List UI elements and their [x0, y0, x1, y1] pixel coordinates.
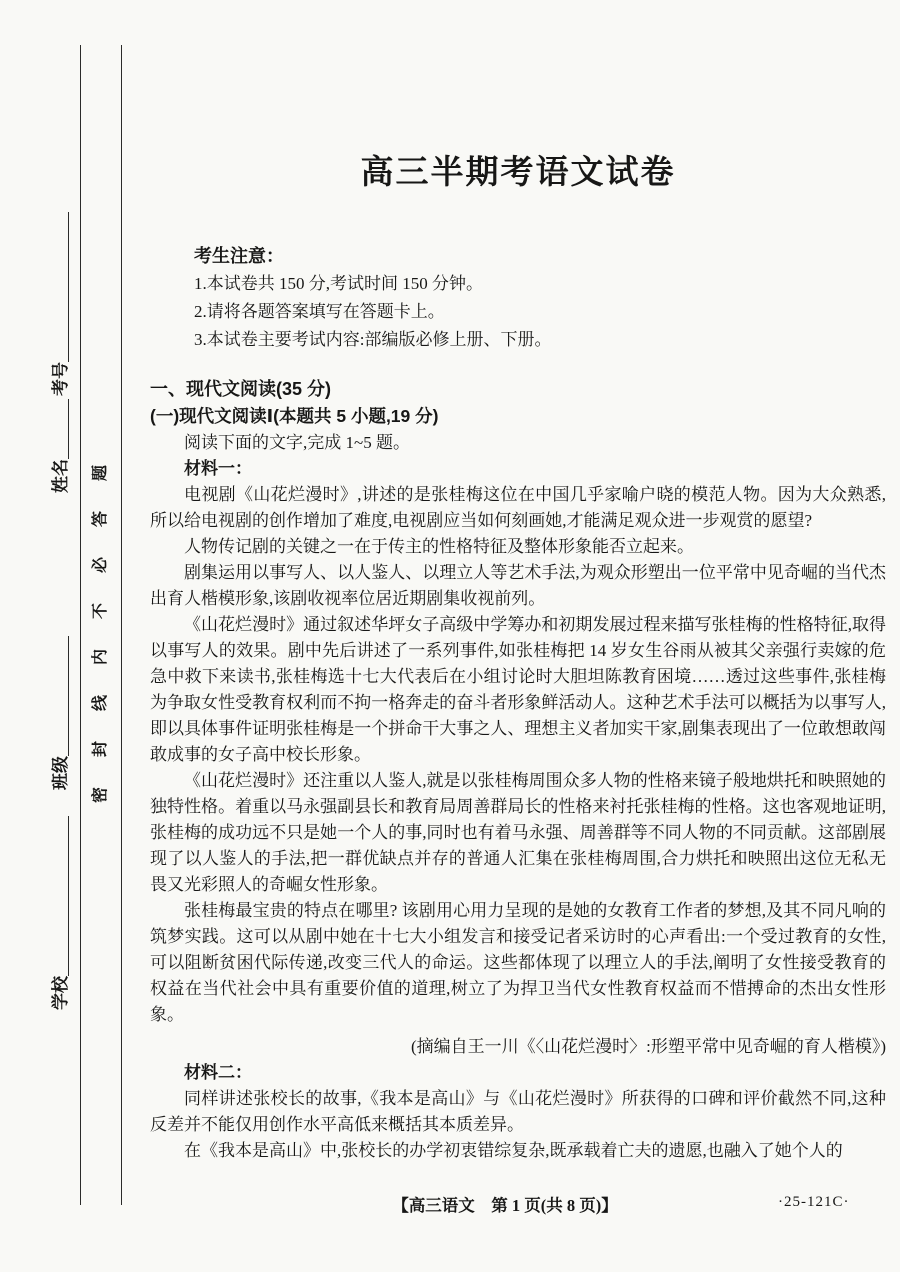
material2-paragraph: 在《我本是高山》中,张校长的办学初衷错综复杂,既承载着亡夫的遗愿,也融入了她个人的 [184, 1141, 843, 1160]
notice-item-3: 3.本试卷主要考试内容:部编版必修上册、下册。 [194, 330, 552, 349]
school-blank-line [65, 816, 69, 976]
material1-paragraph: 剧集运用以事写人、以人鉴人、以理立人等艺术手法,为观众形塑出一位平常中见奇崛的当代杰出育人楷模形象,该剧收视率位居近期剧集收视前列。 [150, 563, 886, 608]
notice-item-1: 1.本试卷共 150 分,考试时间 150 分钟。 [194, 274, 483, 293]
material1-label: 材料一： [184, 459, 252, 478]
section-part-heading: 一、现代文阅读(35 分) [150, 379, 332, 399]
name-label: 姓名 [51, 459, 70, 493]
class-blank-line [65, 636, 69, 756]
name-field [46, 399, 71, 493]
material1-paragraph: 《山花烂漫时》通过叙述华坪女子高级中学筹办和初期发展过程来描写张桂梅的性格特征,取得以事写人的效果。剧中先后讲述了一系列事件,如张桂梅把 14 岁女生谷雨从被其父亲强行卖嫁的危急中救下来读书,张桂梅选十七大代表后在小组讨论时大胆坦陈教育困境……透过这些事件,张桂梅为争取女性受教育权利而不拘一格奔走的奋斗者形象鲜活动人。这种艺术手法可以概括为以事写人,即以具体事件证明张桂梅是一个拼命干大事之人、理想主义者加实干家,剧集表现出了一位敢想敢闯敢成事的女子高中校长形象。 [150, 615, 886, 764]
material2-paragraph: 同样讲述张校长的故事,《我本是高山》与《山花烂漫时》所获得的口碑和评价截然不同,这种反差并不能仅用创作水平高低来概括其本质差异。 [150, 1089, 886, 1134]
exam-number-blank-line [65, 212, 69, 362]
material1-paragraph: 张桂梅最宝贵的特点在哪里? 该剧用心用力呈现的是她的女教育工作者的梦想,及其不同凡响的筑梦实践。这可以从剧中她在十七大小组发言和接受记者采访时的心声看出:一个受过教育的女性,可以阻断贫困代际传递,改变三代人的命运。这些都体现了以理立人的手法,阐明了女性接受教育的权益在当代社会中具有重要价值的道理,树立了为捍卫当代女性教育权益而不惜搏命的杰出女性形象。 [150, 901, 886, 1024]
class-label: 班级 [51, 756, 70, 790]
school-label: 学校 [51, 976, 70, 1010]
exam-number-label: 考号 [51, 362, 70, 396]
material1-paragraph: 电视剧《山花烂漫时》,讲述的是张桂梅这位在中国几乎家喻户晓的模范人物。因为大众熟悉,所以给电视剧的创作增加了难度,电视剧应当如何刻画她,才能满足观众进一步观赏的愿望? [150, 485, 886, 530]
main-content [150, 140, 886, 1164]
seal-line-notice: 密封线内不必答题 [80, 45, 122, 1205]
material2-label: 材料二： [184, 1063, 252, 1082]
page-title: 高三半期考语文试卷 [360, 153, 676, 190]
binding-sidebar [40, 45, 123, 1205]
material1-paragraph: 人物传记剧的关键之一在于传主的性格特征及整体形象能否立起来。 [184, 537, 694, 556]
notice-item-2: 2.请将各题答案填写在答题卡上。 [194, 302, 445, 321]
class-field [46, 636, 71, 790]
exam-number-field [46, 212, 71, 396]
notice-heading: 考生注意： [194, 246, 284, 266]
school-field [46, 816, 71, 1010]
footer-paper-code: ·25-121C· [778, 1194, 850, 1210]
name-blank-line [65, 399, 69, 459]
student-info-fields [40, 45, 80, 1205]
section-sub-heading: (一)现代文阅读Ⅰ(本题共 5 小题,19 分) [150, 406, 439, 426]
material1-source-credit: (摘编自王一川《〈山花烂漫时〉:形塑平常中见奇崛的育人楷模》) [410, 1037, 886, 1056]
reading-instruction: 阅读下面的文字,完成 1~5 题。 [184, 433, 410, 452]
material1-paragraph: 《山花烂漫时》还注重以人鉴人,就是以张桂梅周围众多人物的性格来镜子般地烘托和映照她的独特性格。着重以马永强副县长和教育局周善群局长的性格来衬托张桂梅的性格。这也客观地证明,张桂梅的成功远不只是她一个人的事,同时也有着马永强、周善群等不同人物的不同贡献。这部剧展现了以人鉴人的手法,把一群优缺点并存的普通人汇集在张桂梅周围,合力烘托和映照出这位无私无畏又光彩照人的奇崛女性形象。 [150, 771, 886, 894]
footer-page-info: 【高三语文 第 1 页(共 8 页)】 [392, 1196, 618, 1215]
